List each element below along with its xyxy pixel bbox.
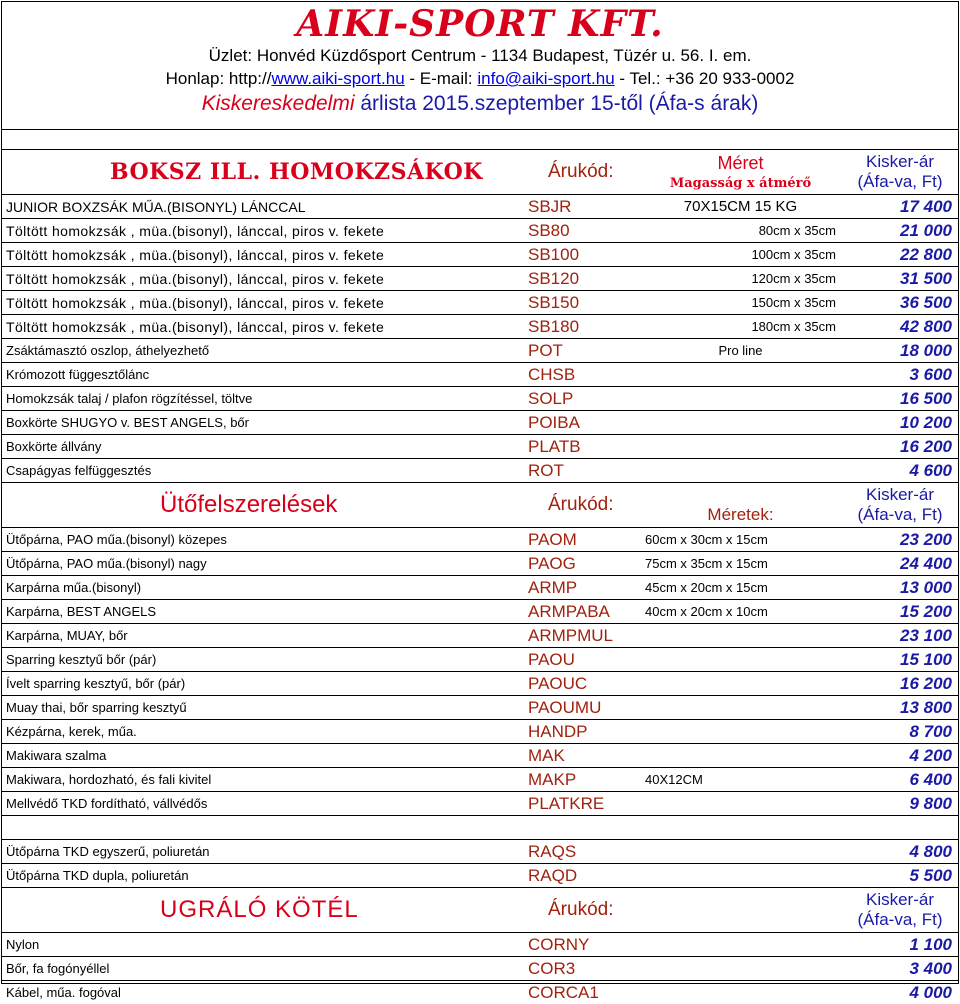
product-price: 16 500 [900,388,952,408]
product-size: 150cm x 35cm [751,295,836,310]
section-header-uto [2,483,958,528]
table-row [2,528,958,552]
email-link[interactable]: info@aiki-sport.hu [477,69,615,88]
price-column-label [842,485,958,525]
product-price: 5 500 [909,865,952,885]
product-name: Makiwara, hordozható, és fali kivitel [6,772,212,787]
price-label: Kisker-ár [865,152,934,171]
product-code: SBJR [528,196,572,216]
table-row [2,624,958,648]
table-row [2,387,958,411]
section-title-ugralo: UGRÁLÓ KÖTÉL [160,896,359,923]
product-price: 10 200 [900,412,952,432]
product-name: Töltött homokzsák , müa.(bisonyl), lánccal, piros v. fekete [6,294,385,311]
product-code: HANDP [528,721,588,741]
section-title-boksz: BOKSZ ILL. HOMOKZSÁKOK [110,159,483,185]
product-price: 22 800 [900,244,952,264]
product-name: Sparring kesztyű bőr (pár) [6,652,157,667]
brand-title: AIKI-SPORT KFT. [296,3,664,45]
table-row [2,339,958,363]
web-prefix: Honlap: http:// [165,69,272,88]
product-name: Bőr, fa fogónyéllel [6,961,110,976]
product-size: Pro line [718,343,763,358]
price-column-label [842,890,958,930]
product-name: Karpárna, BEST ANGELS [6,604,157,619]
product-name: Zsáktámasztó oszlop, áthelyezhető [6,343,210,358]
product-code: PLATB [528,436,581,456]
table-row [2,840,958,864]
product-price: 13 000 [900,577,952,597]
product-code: ARMPMUL [528,625,614,645]
product-price: 4 600 [909,460,952,480]
table-row [2,267,958,291]
product-price: 6 400 [909,769,952,789]
product-name: Ütőpárna, PAO műa.(bisonyl) nagy [6,556,207,571]
section-rows-ugralo [2,933,958,1004]
product-price: 15 100 [900,649,952,669]
product-price: 36 500 [900,292,952,312]
product-name: Muay thai, bőr sparring kesztyű [6,700,187,715]
product-price: 18 000 [900,340,952,360]
product-size: 40X12CM [645,772,703,787]
product-name: Krómozott függesztőlánc [6,367,150,382]
table-row [2,195,958,219]
size-sub-label: Magasság x átmérő [669,176,812,191]
price-list-validity: árlista 2015.szeptember 15-től (Áfa-s árak) [354,92,759,115]
price-list-sheet [1,1,959,1002]
product-price: 1 100 [909,934,952,954]
product-code: POT [528,340,563,360]
website-link[interactable]: www.aiki-sport.hu [271,69,405,88]
table-row [2,933,958,957]
product-price: 4 800 [909,841,952,861]
shop-address: Üzlet: Honvéd Küzdősport Centrum - 1134 Budapest, Tüzér u. 56. I. em. [208,46,752,65]
price-sub-label: (Áfa-va, Ft) [857,505,943,524]
table-row [2,957,958,981]
table-row [2,720,958,744]
table-row [2,411,958,435]
product-code: COR3 [528,958,576,978]
product-size: 100cm x 35cm [751,247,836,262]
product-code: SB120 [528,268,580,288]
table-row [2,600,958,624]
table-row [2,696,958,720]
price-list-date [2,90,958,118]
product-code: CORCA1 [528,982,599,1002]
table-row [2,435,958,459]
product-code: PAOUMU [528,697,602,717]
table-row [2,291,958,315]
table-row [2,792,958,816]
product-size: 75cm x 35cm x 15cm [645,556,768,571]
product-price: 31 500 [900,268,952,288]
product-code: RAQD [528,865,578,885]
product-name: Karpárna műa.(bisonyl) [6,580,142,595]
product-code: ARMPABA [528,601,610,621]
product-code: PAOG [528,553,576,573]
size-label: Méretek: [707,505,774,524]
product-price: 23 200 [900,529,952,549]
product-name: Boxkörte állvány [6,439,102,454]
table-row [2,459,958,483]
product-name: JUNIOR BOXZSÁK MŰA.(BISONYL) LÁNCCAL [6,198,306,215]
contact-line [2,67,958,90]
table-row [2,315,958,339]
product-price: 23 100 [900,625,952,645]
product-price: 24 400 [900,553,952,573]
product-name: Mellvédő TKD fordítható, vállvédős [6,796,208,811]
product-name: Kábel, műa. fogóval [6,985,121,1000]
product-size: 70X15CM 15 KG [683,198,798,215]
product-price: 42 800 [900,316,952,336]
product-name: Töltött homokzsák , müa.(bisonyl), lánccal, piros v. fekete [6,270,385,287]
table-row [2,864,958,888]
section-header-ugralo [2,888,958,933]
product-name: Ütőpárna TKD dupla, poliuretán [6,868,189,883]
header [2,2,958,130]
table-row [2,576,958,600]
product-name: Ütőpárna TKD egyszerű, poliuretán [6,844,210,859]
product-code: CORNY [528,934,590,954]
product-name: Ütőpárna, PAO műa.(bisonyl) közepes [6,532,227,547]
product-price: 4 000 [909,982,952,1002]
product-size: 40cm x 20cm x 10cm [645,604,768,619]
table-row [2,243,958,267]
product-price: 9 800 [909,793,952,813]
product-size: 80cm x 35cm [758,223,836,238]
price-sub-label: (Áfa-va, Ft) [857,910,943,929]
code-column-label: Árukód: [548,899,614,920]
product-size: 60cm x 30cm x 15cm [645,532,768,547]
table-row [2,219,958,243]
section-rows-boksz [2,195,958,483]
spacer-row [2,130,958,150]
table-row [2,363,958,387]
size-label: Méret [717,153,764,173]
product-name: Makiwara szalma [6,748,107,763]
product-code: SB80 [528,220,570,240]
product-name: Nylon [6,937,40,952]
code-column-label: Árukód: [548,494,614,515]
product-price: 4 200 [909,745,952,765]
product-code: ROT [528,460,564,480]
product-code: MAKP [528,769,577,789]
product-name: Ívelt sparring kesztyű, bőr (pár) [6,676,186,691]
product-code: SB100 [528,244,580,264]
product-code: SOLP [528,388,574,408]
product-code: PAOU [528,649,575,669]
phone-number: - Tel.: +36 20 933-0002 [614,69,795,88]
product-price: 16 200 [900,673,952,693]
price-list-type: Kiskereskedelmi [201,92,355,115]
product-price: 8 700 [909,721,952,741]
product-code: CHSB [528,364,576,384]
product-code: RAQS [528,841,577,861]
product-price: 13 800 [900,697,952,717]
price-column-label [842,152,958,192]
section-rows-uto [2,528,958,888]
product-price: 16 200 [900,436,952,456]
email-prefix: - E-mail: [404,69,478,88]
table-row [2,648,958,672]
price-label: Kisker-ár [865,485,934,504]
price-label: Kisker-ár [865,890,934,909]
code-column-label: Árukód: [548,161,614,182]
table-row [2,981,958,1004]
product-code: PAOUC [528,673,588,693]
size-column-label [639,151,842,193]
product-code: POIBA [528,412,580,432]
table-row [2,552,958,576]
section-header-boksz [2,150,958,195]
product-size: 120cm x 35cm [751,271,836,286]
product-code: SB150 [528,292,580,312]
product-code: PLATKRE [528,793,605,813]
product-size: 180cm x 35cm [751,319,836,334]
product-name: Boxkörte SHUGYO v. BEST ANGELS, bőr [6,415,249,430]
product-name: Csapágyas felfüggesztés [6,463,152,478]
product-size: 45cm x 20cm x 15cm [645,580,768,595]
table-row [2,672,958,696]
product-name: Kézpárna, kerek, műa. [6,724,137,739]
spacer-row [2,816,958,840]
size-column-label [639,485,842,525]
product-price: 3 400 [909,958,952,978]
section-title-uto: Ütőfelszerelések [160,491,338,518]
product-code: MAK [528,745,565,765]
price-sub-label: (Áfa-va, Ft) [857,172,943,191]
product-name: Homokzsák talaj / plafon rögzítéssel, töltve [6,391,253,406]
product-code: PAOM [528,529,577,549]
table-row [2,768,958,792]
product-price: 15 200 [900,601,952,621]
product-name: Töltött homokzsák , müa.(bisonyl), lánccal, piros v. fekete [6,222,385,239]
product-price: 3 600 [909,364,952,384]
product-code: ARMP [528,577,578,597]
product-name: Töltött homokzsák , müa.(bisonyl), lánccal, piros v. fekete [6,246,385,263]
product-price: 17 400 [900,196,952,216]
product-code: SB180 [528,316,580,336]
product-price: 21 000 [900,220,952,240]
product-name: Töltött homokzsák , müa.(bisonyl), lánccal, piros v. fekete [6,318,385,335]
product-name: Karpárna, MUAY, bőr [6,628,128,643]
table-row [2,744,958,768]
